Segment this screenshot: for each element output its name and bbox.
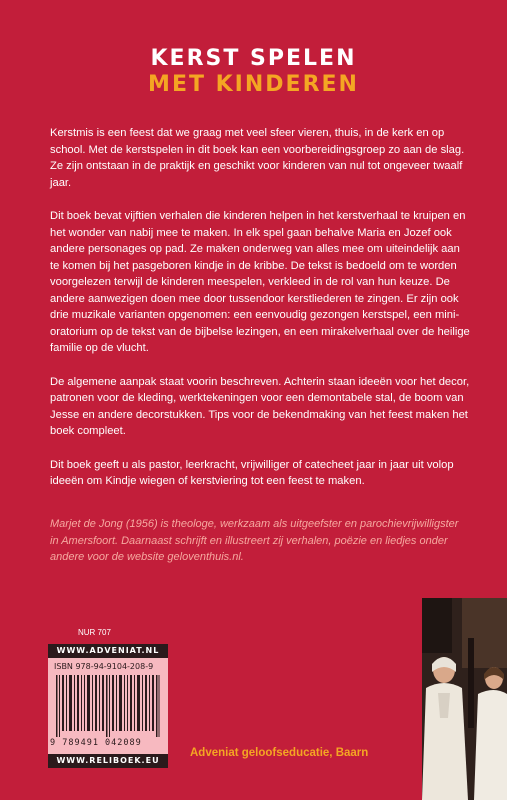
- blurb-paragraph-4: Dit boek geeft u als pastor, leerkracht, vrijwilliger of catecheet jaar in jaar uit volop ideeën om Kindje wiegen of kerstviering tot een feest te maken.: [50, 458, 454, 487]
- publisher: Adveniat geloofseducatie, Baarn: [190, 747, 369, 759]
- barcode-block: [48, 628, 168, 768]
- nur-code: NUR 707: [78, 628, 111, 637]
- website-adveniat: WWW.ADVENIAT.NL: [48, 644, 168, 658]
- barcode-icon: [56, 675, 160, 737]
- blurb-paragraph-2: Dit boek bevat vijftien verhalen die kinderen helpen in het kerstverhaal te kruipen en het wonder van nabij mee te maken. In elk spel gaan behalve Maria en Jozef ook andere personages op pad. Ze maken onderweg van alles mee om uiteindelijk aan te komen bij het pasgeboren kindje in de kribbe. De tekst is bedoeld om te worden voorgelezen terwijl de kinderen meespelen, verkleed in de rol van hun keuze. De andere aanwezigen doen mee door tussendoor kerstliederen te zingen. Er zijn ook drie muzikale varianten opgenomen: een eenvoudig gezongen kerstspel, een mini-oratorium op de tekst van de bijbelse lezingen, en een mirakelverhaal over de heilige familie op de vlucht.: [50, 210, 470, 354]
- author-bio: Marjet de Jong (1956) is theologe, werkzaam als uitgeefster en parochievrijwilligster in Amersfoort. Daarnaast schrijft en illustreert zij verhalen, poëzie en liedjes onder andere voor de website geloventhuis.nl.: [50, 518, 459, 563]
- blurb: [50, 125, 470, 507]
- title-line-1: KERST SPELEN: [150, 46, 357, 71]
- barcode-panel: [48, 658, 168, 754]
- isbn: ISBN 978-94-9104-208-9: [54, 662, 154, 671]
- blurb-paragraph-1: Kerstmis is een feest dat we graag met veel sfeer vieren, thuis, in de kerk en op school. Met de kerstspelen in dit boek kan een voorbereidingsgroep zo aan de slag. Ze zijn ontstaan in de praktijk en geschikt voor kinderen van nul tot ongeveer twaalf jaar.: [50, 127, 465, 189]
- website-reliboek: WWW.RELIBOEK.EU: [48, 754, 168, 768]
- nativity-children-image: [422, 598, 507, 800]
- children-photo: [422, 598, 507, 800]
- book-title: [0, 46, 507, 98]
- barcode-digits: 9 789491 042089: [50, 738, 142, 748]
- title-line-2: MET KINDEREN: [148, 72, 359, 97]
- blurb-paragraph-3: De algemene aanpak staat voorin beschreven. Achterin staan ideeën voor het decor, patronen voor de kleding, werktekeningen voor een demontabele stal, de boom van Jesse en andere decorstukken. Tips voor de bekendmaking van het feest maken het boek compleet.: [50, 375, 470, 437]
